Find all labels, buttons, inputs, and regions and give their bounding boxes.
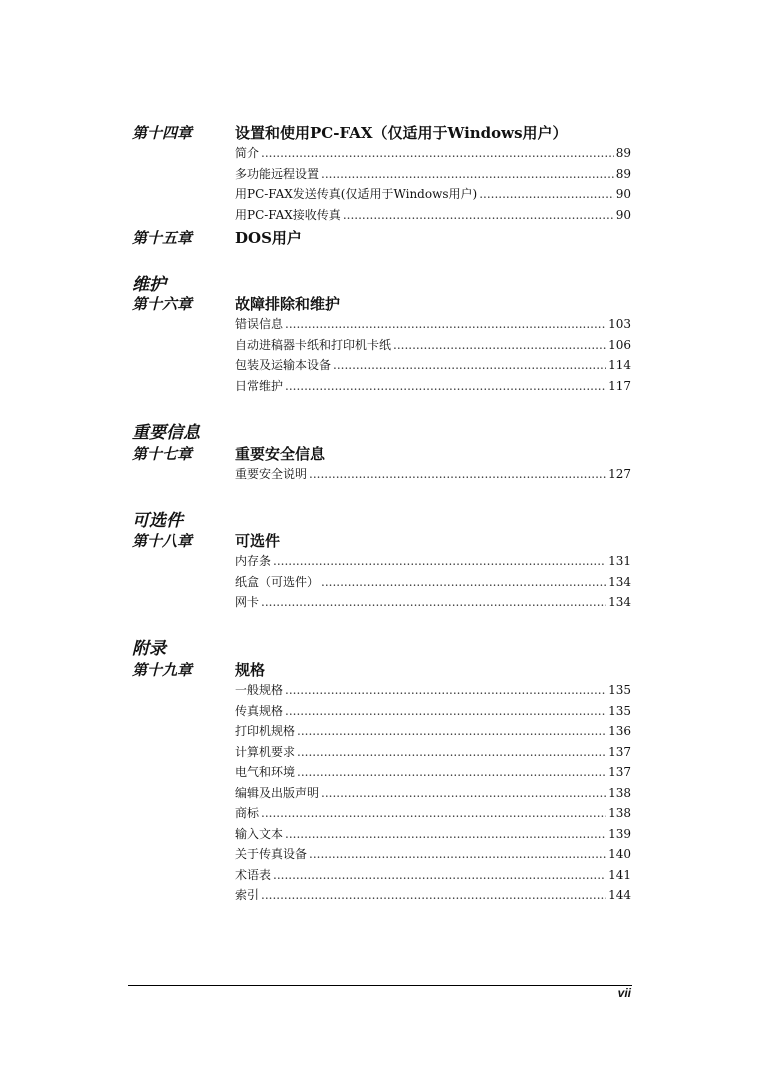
toc-entry[interactable] [235, 552, 631, 573]
toc-entry-page: 134 [608, 595, 631, 609]
leader-dots [285, 704, 606, 718]
toc-entries [235, 681, 631, 907]
toc-entry-page: 127 [608, 467, 631, 481]
toc-entry-page: 89 [615, 146, 631, 160]
toc-entry-title: 错误信息 [235, 317, 284, 331]
toc-entry-title: 关于传真设备 [235, 847, 308, 861]
toc-entry[interactable] [235, 866, 631, 887]
toc-entry-page: 139 [608, 826, 631, 841]
toc-entry[interactable] [235, 784, 631, 805]
toc-entries [235, 144, 631, 226]
leader-dots [309, 467, 606, 481]
toc-entry-title: 术语表 [235, 867, 272, 882]
toc-entry-title: 一般规格 [235, 683, 284, 697]
leader-dots [321, 167, 614, 181]
toc-entry[interactable] [235, 702, 631, 723]
toc-entry[interactable] [235, 681, 631, 702]
toc-entry-title: 简介 [235, 146, 260, 160]
part-heading: 重要信息 [132, 423, 200, 443]
toc-entry[interactable] [235, 825, 631, 846]
part-heading: 附录 [132, 639, 166, 659]
leader-dots [285, 827, 606, 841]
toc-entry[interactable] [235, 763, 631, 784]
chapter-title: DOS用户 [235, 229, 302, 247]
toc-entry[interactable] [235, 465, 631, 486]
chapter-title: 重要安全信息 [235, 445, 326, 463]
toc-entry[interactable] [235, 356, 631, 377]
toc-entry-page: 89 [615, 166, 631, 181]
chapter-number: 第十四章 [132, 124, 193, 142]
chapter-title: 可选件 [235, 532, 281, 550]
toc-entry-page: 140 [608, 847, 631, 861]
toc-entry-page: 137 [608, 744, 631, 759]
toc-entry-page: 90 [615, 207, 631, 222]
leader-dots [343, 208, 614, 222]
toc-entry[interactable] [235, 593, 631, 614]
leader-dots [285, 379, 606, 393]
toc-entry-title: 打印机规格 [235, 724, 296, 738]
leader-dots [261, 146, 614, 160]
toc-entry-title: 输入文本 [235, 826, 284, 841]
toc-entry-title: 传真规格 [235, 703, 284, 718]
toc-entry-title: 用PC-FAX发送传真(仅适用于Windows用户) [235, 187, 478, 201]
toc-entry-title: 编辑及出版声明 [235, 785, 320, 800]
toc-entry-page: 103 [608, 317, 631, 331]
chapter-number: 第十八章 [132, 532, 193, 550]
toc-entry-page: 136 [608, 724, 631, 738]
page-number: vii [617, 986, 631, 1000]
toc-entry-page: 135 [608, 683, 631, 697]
part-heading: 维护 [132, 275, 166, 295]
chapter-19 [132, 659, 632, 907]
toc-entry-title: 多功能远程设置 [235, 166, 320, 181]
toc-entry[interactable] [235, 315, 631, 336]
toc-entry-title: 索引 [235, 888, 260, 902]
toc-entry-title: 自动进稿器卡纸和打印机卡纸 [235, 337, 392, 352]
toc-entry[interactable] [235, 573, 631, 594]
toc-entry[interactable] [235, 722, 631, 743]
toc-entry-title: 用PC-FAX接收传真 [235, 207, 341, 222]
toc-entry[interactable] [235, 845, 631, 866]
chapter-number: 第十九章 [132, 661, 193, 679]
toc-entry[interactable] [235, 377, 631, 398]
chapter-15 [132, 227, 632, 249]
toc-entry-page: 137 [608, 765, 631, 779]
toc-entry-title: 纸盒（可选件） [235, 574, 320, 589]
toc-entry-title: 商标 [235, 806, 260, 820]
toc-entry[interactable] [235, 886, 631, 907]
chapter-number: 第十五章 [132, 229, 193, 247]
toc-entry-page: 135 [608, 703, 631, 718]
toc-entry-title: 电气和环境 [235, 765, 296, 779]
chapter-number: 第十七章 [132, 445, 193, 463]
leader-dots [273, 554, 606, 568]
leader-dots [393, 338, 606, 352]
toc-entries [235, 315, 631, 397]
toc-entry[interactable] [235, 206, 631, 227]
chapter-14 [132, 122, 632, 226]
toc-entry[interactable] [235, 743, 631, 764]
leader-dots [261, 888, 606, 902]
leader-dots [479, 187, 614, 201]
chapter-18 [132, 530, 632, 614]
chapter-17 [132, 443, 632, 486]
chapter-title: 故障排除和维护 [235, 295, 341, 313]
toc-entry-page: 90 [615, 187, 631, 201]
leader-dots [273, 868, 606, 882]
toc-entry-page: 138 [608, 785, 631, 800]
toc-entry-title: 网卡 [235, 595, 260, 609]
toc-entry[interactable] [235, 144, 631, 165]
chapter-title: 规格 [235, 661, 266, 679]
toc-entry-page: 114 [608, 358, 631, 372]
leader-dots [297, 724, 606, 738]
leader-dots [261, 595, 606, 609]
leader-dots [285, 317, 606, 331]
chapter-number: 第十六章 [132, 295, 193, 313]
toc-entry-page: 134 [608, 574, 631, 589]
toc-entry-title: 内存条 [235, 554, 272, 568]
toc-entry-page: 117 [608, 378, 631, 393]
toc-entry-title: 计算机要求 [235, 744, 296, 759]
toc-entry[interactable] [235, 185, 631, 206]
leader-dots [285, 683, 606, 697]
leader-dots [297, 745, 606, 759]
toc-entries [235, 465, 631, 486]
chapter-16 [132, 293, 632, 397]
footer-divider [128, 985, 632, 986]
toc-entry-page: 144 [608, 888, 631, 902]
leader-dots [333, 358, 606, 372]
toc-entry-title: 包装及运输本设备 [235, 358, 332, 372]
leader-dots [321, 575, 606, 589]
toc-entry[interactable] [235, 165, 631, 186]
toc-entry-title: 日常维护 [235, 378, 284, 393]
leader-dots [297, 765, 606, 779]
toc-entry-page: 141 [608, 867, 631, 882]
toc-entry-page: 106 [608, 337, 631, 352]
leader-dots [321, 786, 606, 800]
part-heading: 可选件 [132, 511, 183, 531]
leader-dots [309, 847, 606, 861]
toc-entry-page: 138 [608, 806, 631, 820]
toc-entries [235, 552, 631, 614]
toc-entry[interactable] [235, 336, 631, 357]
leader-dots [261, 806, 606, 820]
chapter-title: 设置和使用PC-FAX（仅适用于Windows用户） [235, 124, 568, 142]
toc-entry-page: 131 [608, 554, 631, 568]
toc-entry-title: 重要安全说明 [235, 467, 308, 481]
toc-entry[interactable] [235, 804, 631, 825]
